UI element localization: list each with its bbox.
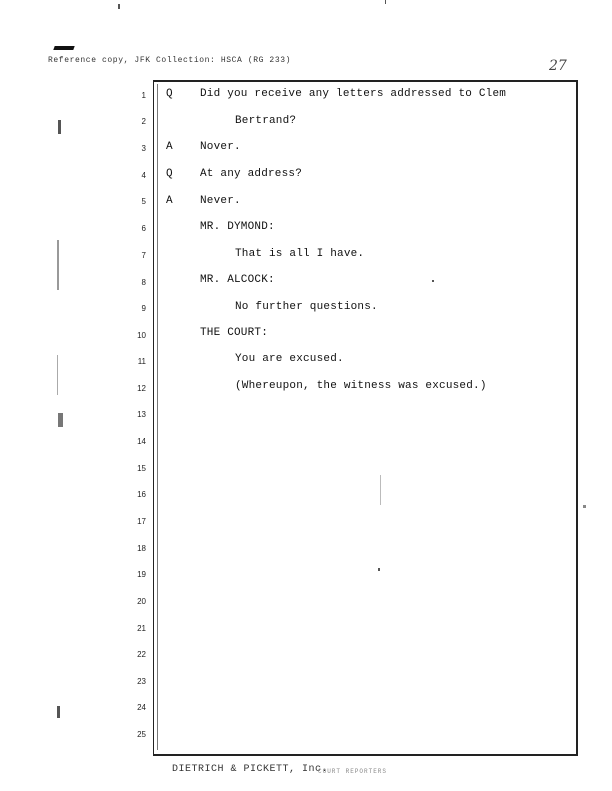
transcript-line: That is all I have.	[235, 248, 365, 260]
transcript-line: Bertrand?	[235, 115, 297, 127]
transcript-line: Never.	[200, 195, 241, 207]
line-number: 12	[137, 384, 146, 393]
line-number: 25	[137, 730, 146, 739]
line-number: 10	[137, 331, 146, 340]
line-number: 20	[137, 597, 146, 606]
margin-mark	[58, 120, 61, 134]
margin-mark	[57, 240, 59, 290]
line-number: 24	[137, 703, 146, 712]
line-number: 2	[141, 117, 146, 126]
line-number: 3	[141, 144, 146, 153]
reference-header: Reference copy, JFK Collection: HSCA (RG 233)	[48, 56, 292, 65]
scan-speck	[118, 4, 120, 9]
header-mark	[53, 46, 74, 50]
line-number: 7	[141, 251, 146, 260]
answer-marker: A	[166, 195, 173, 207]
line-number: 23	[137, 677, 146, 686]
line-number: 13	[137, 410, 146, 419]
line-number: 5	[141, 197, 146, 206]
line-number: 4	[141, 171, 146, 180]
reporter-footer: DIETRICH & PICKETT, Inc.	[172, 764, 329, 775]
line-number: 8	[141, 278, 146, 287]
line-number: 14	[137, 437, 146, 446]
transcript-line: (Whereupon, the witness was excused.)	[235, 380, 487, 392]
question-marker: Q	[166, 88, 173, 100]
transcript-line: Did you receive any letters addressed to Clem	[200, 88, 507, 100]
scan-speck	[380, 475, 381, 505]
handwritten-page-number: 27	[549, 58, 567, 74]
transcript-line: At any address?	[200, 168, 303, 180]
scan-speck	[385, 0, 386, 4]
footer-extra: COURT REPORTERS	[318, 768, 388, 775]
line-number: 15	[137, 464, 146, 473]
speaker-label: THE COURT:	[200, 327, 269, 339]
scan-speck	[583, 505, 586, 508]
line-number: 17	[137, 517, 146, 526]
line-number: 21	[137, 624, 146, 633]
transcript-inner-rule	[157, 84, 578, 750]
scan-speck	[378, 568, 380, 571]
margin-mark	[57, 355, 58, 395]
line-number: 16	[137, 490, 146, 499]
speaker-label: MR. ALCOCK:	[200, 274, 275, 286]
scan-speck	[432, 280, 434, 282]
answer-marker: A	[166, 141, 173, 153]
line-number: 19	[137, 570, 146, 579]
transcript-line: You are excused.	[235, 353, 344, 365]
line-number: 18	[137, 544, 146, 553]
margin-mark	[57, 706, 60, 718]
transcript-line: Nover.	[200, 141, 241, 153]
margin-mark	[58, 413, 63, 427]
line-number: 11	[137, 357, 146, 366]
speaker-label: MR. DYMOND:	[200, 221, 275, 233]
line-number: 9	[141, 304, 146, 313]
question-marker: Q	[166, 168, 173, 180]
line-number: 22	[137, 650, 146, 659]
transcript-line: No further questions.	[235, 301, 378, 313]
line-number: 6	[141, 224, 146, 233]
line-number: 1	[141, 91, 146, 100]
